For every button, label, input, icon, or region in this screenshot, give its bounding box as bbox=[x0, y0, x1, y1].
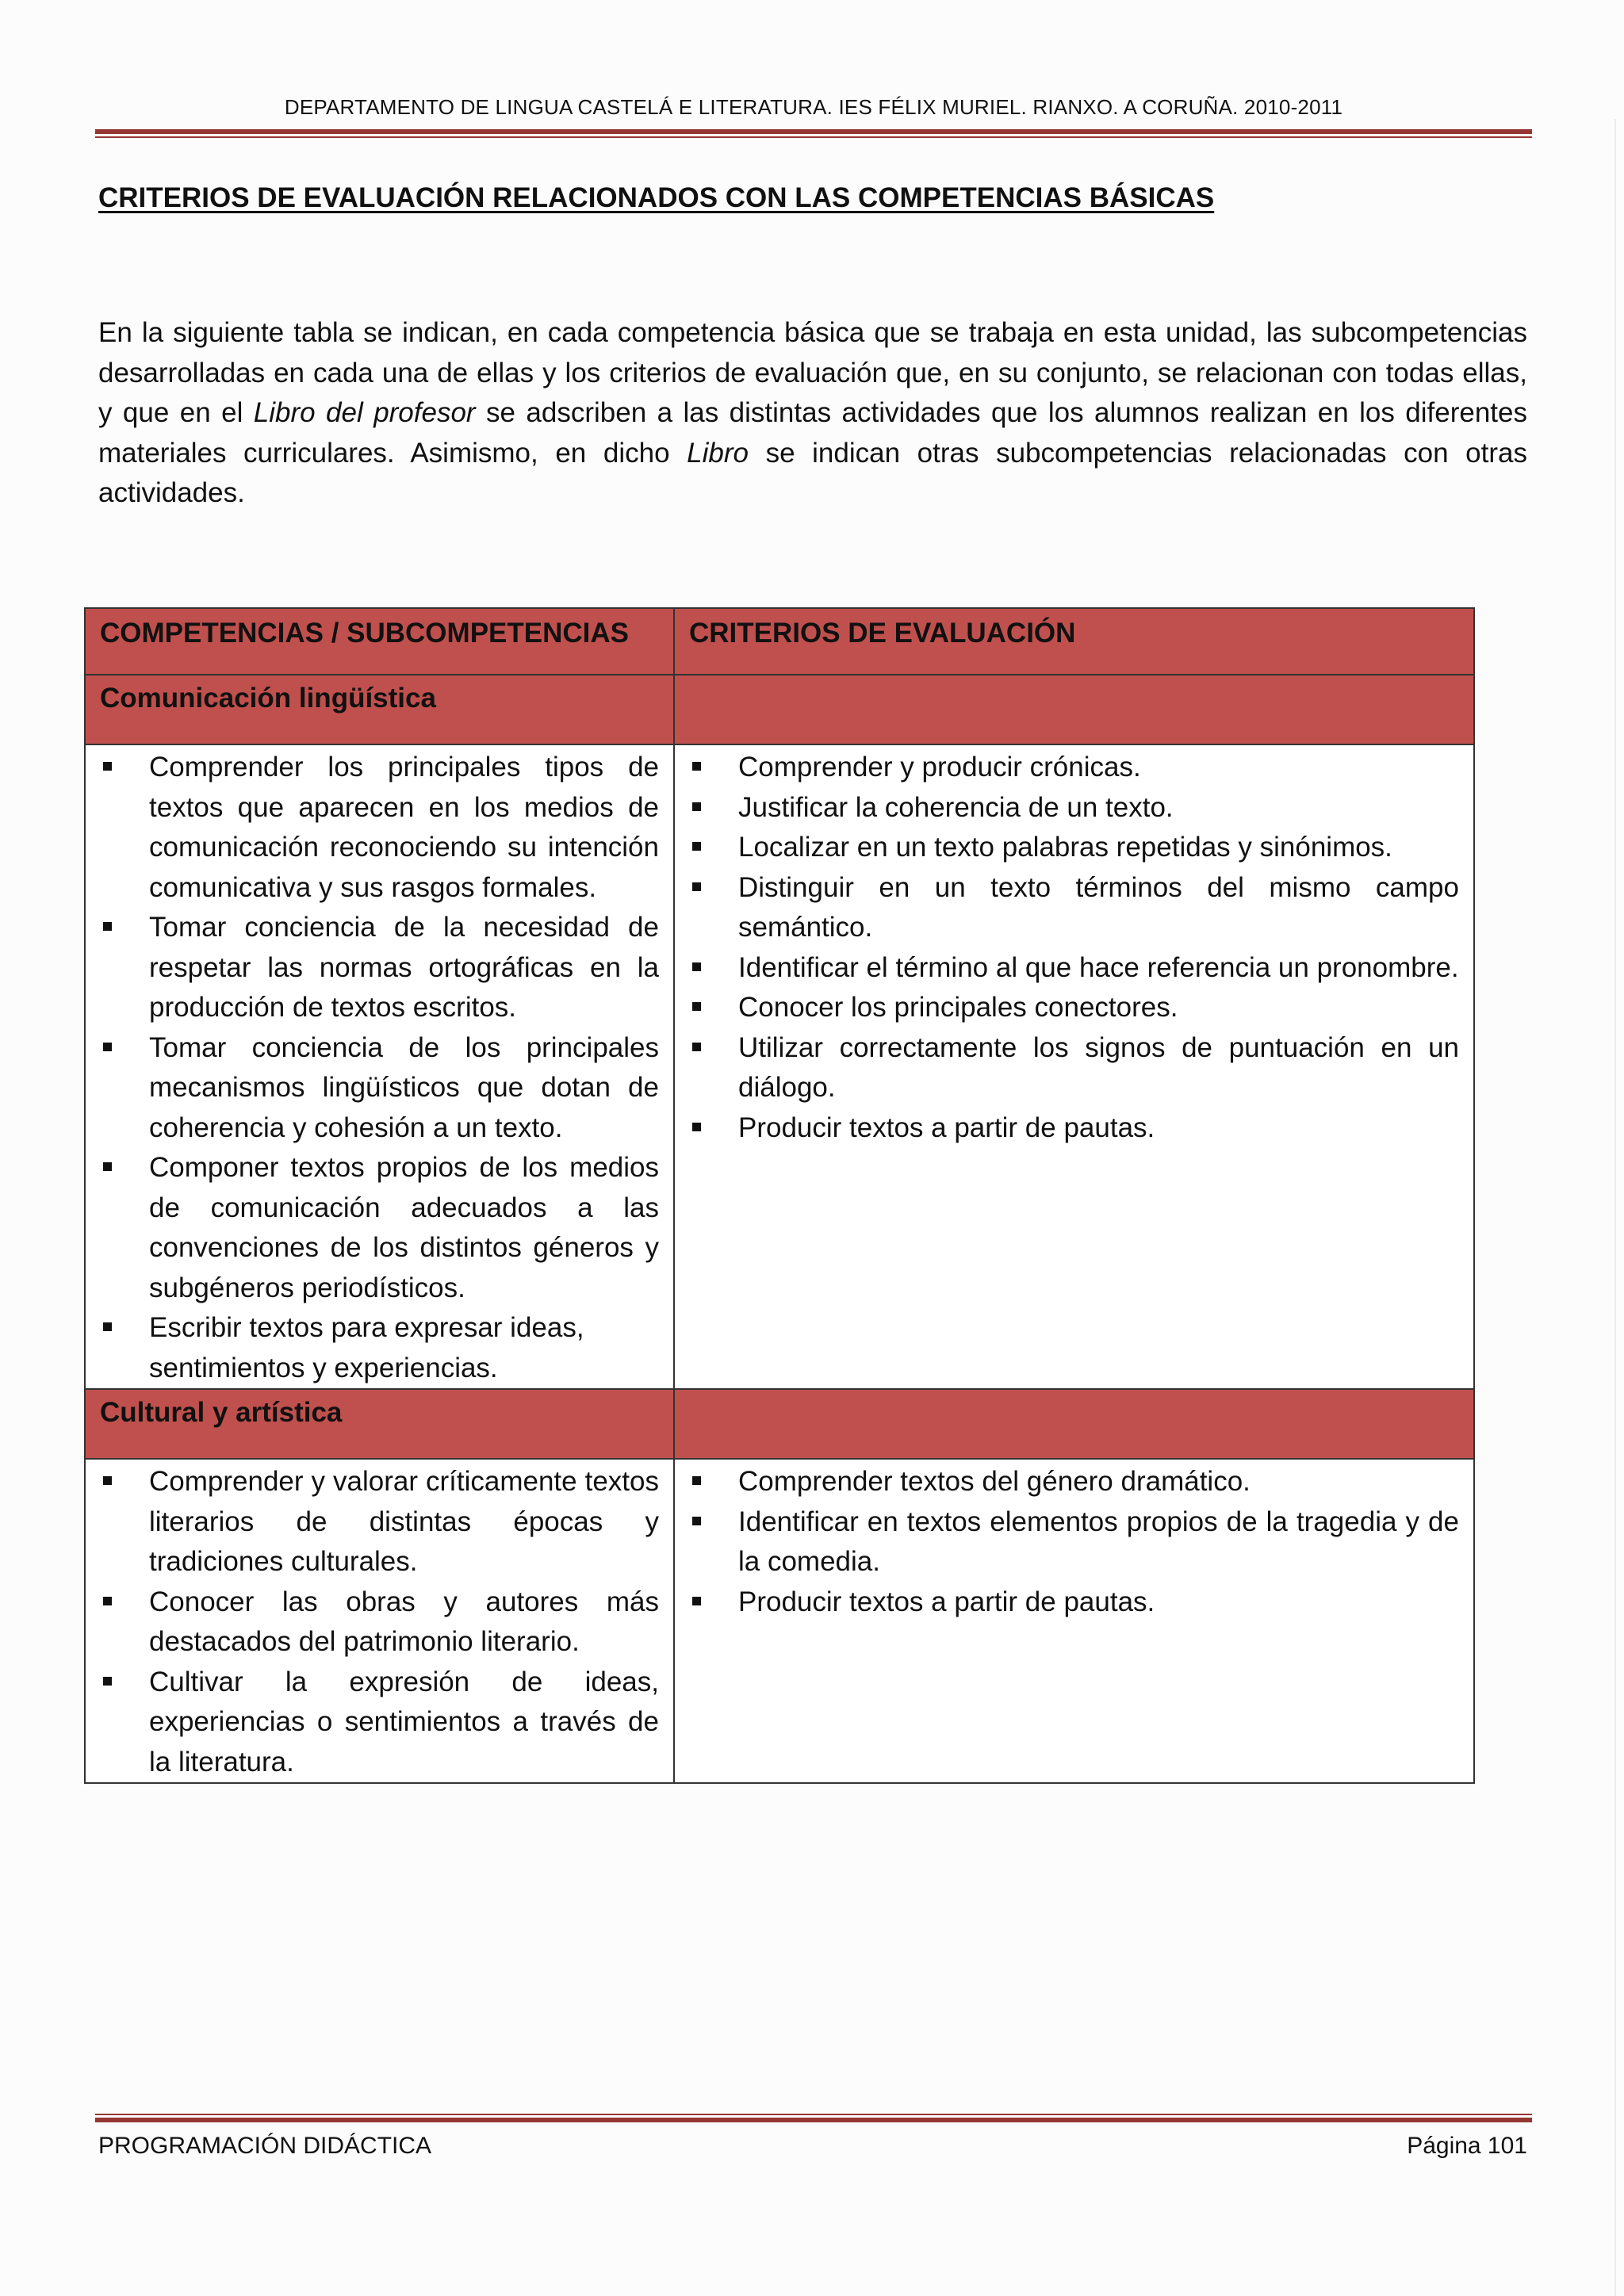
list-item: Conocer los principales conectores. bbox=[689, 988, 1459, 1028]
group-row-cultural bbox=[85, 1389, 1474, 1459]
footer-title: PROGRAMACIÓN DIDÁCTICA bbox=[98, 2133, 432, 2159]
criterios-cell bbox=[674, 1459, 1474, 1783]
list-item: Comprender textos del género dramático. bbox=[689, 1462, 1459, 1502]
bullet-icon bbox=[103, 922, 112, 931]
bullet-icon bbox=[692, 1476, 701, 1485]
list-item: Escribir textos para expresar ideas, sentimientos y experiencias. bbox=[100, 1308, 659, 1388]
bullet-icon bbox=[103, 1476, 112, 1485]
list-item: Comprender los principales tipos de textos que aparecen en los medios de comunicación reconociendo su intención comunicativa y sus rasgos formales. bbox=[100, 748, 659, 908]
bullet-icon bbox=[103, 762, 112, 771]
bullet-icon bbox=[692, 1002, 701, 1011]
section-title: CRITERIOS DE EVALUACIÓN RELACIONADOS CON LAS COMPETENCIAS BÁSICAS bbox=[98, 182, 1215, 213]
page-edge bbox=[1614, 119, 1616, 2296]
subcompetencias-cell bbox=[85, 1459, 674, 1783]
group-row-comunicacion bbox=[85, 675, 1474, 744]
bullet-icon bbox=[692, 1597, 701, 1605]
page-header: DEPARTAMENTO DE LINGUA CASTELÁ E LITERATURA. IES FÉLIX MURIEL. RIANXO. A CORUÑA. 2010-2011 bbox=[284, 95, 1343, 119]
list-item: Tomar conciencia de los principales mecanismos lingüísticos que dotan de coherencia y cohesión a un texto. bbox=[100, 1028, 659, 1149]
bullet-icon bbox=[692, 962, 701, 971]
bullet-icon bbox=[692, 762, 701, 771]
bullet-icon bbox=[692, 1043, 701, 1051]
bullet-icon bbox=[692, 802, 701, 811]
group-empty-cell bbox=[674, 1389, 1474, 1459]
column-header-competencias: COMPETENCIAS / SUBCOMPETENCIAS bbox=[85, 608, 674, 675]
list-item: Distinguir en un texto términos del mismo campo semántico. bbox=[689, 868, 1459, 948]
column-header-criterios: CRITERIOS DE EVALUACIÓN bbox=[674, 608, 1474, 675]
bullet-icon bbox=[103, 1322, 112, 1331]
criteria-table bbox=[84, 607, 1475, 1784]
bullet-icon bbox=[103, 1043, 112, 1051]
bullet-icon bbox=[103, 1677, 112, 1686]
list-item: Comprender y valorar críticamente textos literarios de distintas épocas y tradiciones culturales. bbox=[100, 1462, 659, 1582]
list-item: Justificar la coherencia de un texto. bbox=[689, 788, 1459, 828]
bullet-icon bbox=[692, 1123, 701, 1131]
list-item: Tomar conciencia de la necesidad de respetar las normas ortográficas en la producción de textos escritos. bbox=[100, 908, 659, 1028]
bullet-icon bbox=[692, 842, 701, 851]
table-header-row bbox=[85, 608, 1474, 675]
group-name: Comunicación lingüística bbox=[85, 675, 674, 744]
criterios-cell bbox=[674, 744, 1474, 1389]
group-name: Cultural y artística bbox=[85, 1389, 674, 1459]
page-number: Página 101 bbox=[1407, 2133, 1527, 2159]
header-rule bbox=[95, 129, 1532, 134]
list-item: Identificar el término al que hace referencia un pronombre. bbox=[689, 948, 1459, 989]
list-item: Cultivar la expresión de ideas, experiencias o sentimientos a través de la literatura. bbox=[100, 1663, 659, 1783]
group-empty-cell bbox=[674, 675, 1474, 744]
table-row bbox=[85, 744, 1474, 1389]
bullet-icon bbox=[103, 1162, 112, 1171]
subcompetencias-cell bbox=[85, 744, 674, 1389]
table-row bbox=[85, 1459, 1474, 1783]
footer-rule-thin bbox=[95, 2114, 1532, 2115]
bullet-icon bbox=[692, 1517, 701, 1525]
intro-paragraph: En la siguiente tabla se indican, en cada competencia básica que se trabaja en esta unidad, las subcompetencias desarrolladas en cada una de ellas y los criterios de evaluación que, en su conjunto, se relacionan con todas ellas, y que en el Libro del profesor se adscriben a las distintas actividades que los alumnos realizan en los diferentes materiales curriculares. Asimismo, en dicho Libro se indican otras subcompetencias relacionadas con otras actividades. bbox=[98, 317, 1527, 508]
bullet-icon bbox=[692, 882, 701, 891]
list-item: Conocer las obras y autores más destacados del patrimonio literario. bbox=[100, 1582, 659, 1663]
list-item: Producir textos a partir de pautas. bbox=[689, 1108, 1459, 1149]
list-item: Componer textos propios de los medios de comunicación adecuados a las convenciones de los distintos géneros y subgéneros periodísticos. bbox=[100, 1148, 659, 1308]
list-item: Utilizar correctamente los signos de puntuación en un diálogo. bbox=[689, 1028, 1459, 1108]
list-item: Identificar en textos elementos propios de la tragedia y de la comedia. bbox=[689, 1502, 1459, 1582]
header-rule-thin bbox=[95, 136, 1532, 138]
bullet-icon bbox=[103, 1597, 112, 1605]
list-item: Producir textos a partir de pautas. bbox=[689, 1582, 1459, 1623]
list-item: Comprender y producir crónicas. bbox=[689, 748, 1459, 788]
footer-rule bbox=[95, 2118, 1532, 2122]
list-item: Localizar en un texto palabras repetidas y sinónimos. bbox=[689, 828, 1459, 868]
